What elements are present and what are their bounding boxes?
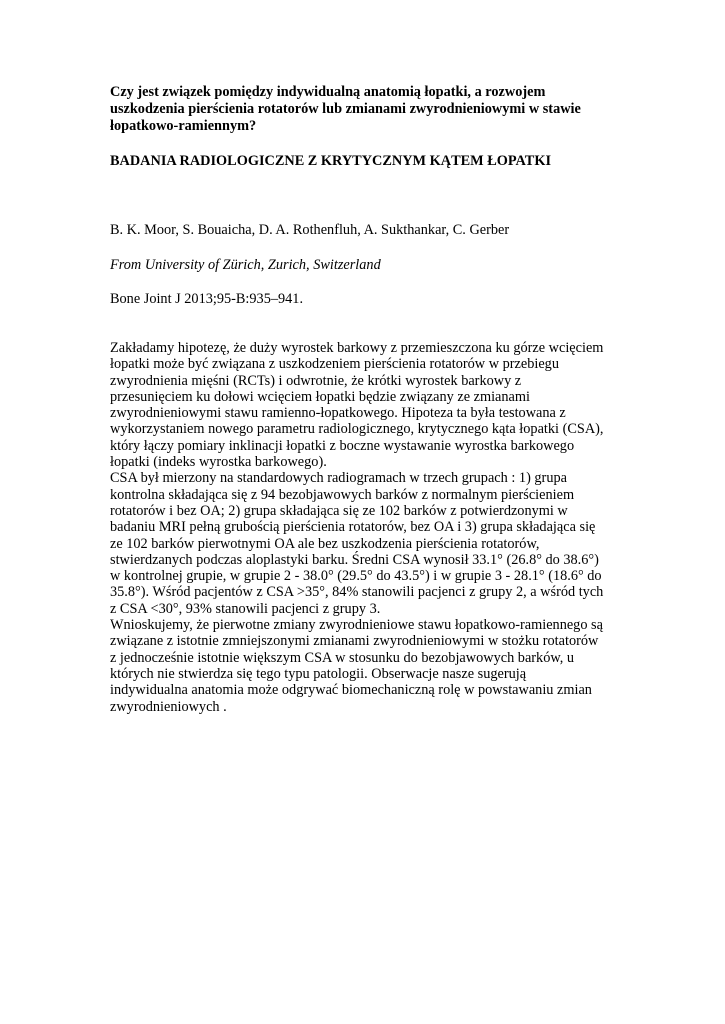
affiliation-line: From University of Zürich, Zurich, Switzerland [110,257,381,273]
abstract-line: który łączy pomiary inklinacji łopatki z boczne wystawanie wyrostka barkowego [110,437,575,454]
abstract-line: indywidualna anatomia może odgrywać biomechaniczną rolę w powstawaniu zmian [110,682,592,699]
abstract-line: przesunięciem ku dołowi wcięciem łopatki będzie związany ze zmianami [110,388,530,405]
abstract-line: z CSA <30°, 93% stanowili pacjenci z grupy 3. [110,600,381,617]
abstract-line: Zakładamy hipotezę, że duży wyrostek barkowy z przemieszczona ku górze wcięciem [110,340,604,356]
abstract-line: łopatki może być związana z uszkodzeniem pierścienia rotatorów w przebiegu [110,356,559,373]
abstract-line: 35.8°). Wśród pacjentów z CSA >35°, 84% stanowili pacjenci z grupy 2, a wśród tych [110,584,604,601]
abstract-line: zwyrodnieniowych . [110,698,227,715]
title-line: uszkodzenia pierścienia rotatorów lub zmianami zwyrodnieniowymi w stawie [110,101,581,117]
abstract-body [110,340,630,715]
abstract-line: których nie stwierdza się tego typu patologii. Obserwacje nasze sugerują [110,665,527,682]
abstract-line: Wnioskujemy, że pierwotne zmiany zwyrodnieniowe stawu łopatkowo-ramiennego są [110,617,603,634]
abstract-line: zwyrodnienia mięśni (RCTs) i odwrotnie, że krótki wyrostek barkowy z [110,372,522,389]
abstract-line: związane z istotnie zmniejszonymi zmianami zwyrodnieniowymi w stożku rotatorów [110,633,599,650]
abstract-line: kontrolna składająca się z 94 bezobjawowych barków z normalnym pierścieniem [110,486,575,503]
abstract-line: z jednocześnie istotnie większym CSA w stosunku do bezobjawowych barków, u [110,649,575,666]
abstract-line: rotatorów i bez OA; 2) grupa składająca się ze 102 barków z potwierdzonymi w [110,502,568,519]
title-line: Czy jest związek pomiędzy indywidualną anatomią łopatki, a rozwojem [110,84,546,100]
title-line: łopatkowo-ramiennym? [110,118,257,134]
abstract-line: badaniu MRI pełną grubością pierścienia rotatorów, bez OA i 3) grupa składająca się [110,519,596,536]
abstract-line: CSA był mierzony na standardowych radiogramach w trzech grupach : 1) grupa [110,470,567,487]
document-subtitle: BADANIA RADIOLOGICZNE Z KRYTYCZNYM KĄTEM ŁOPATKI [110,153,552,169]
authors-line: B. K. Moor, S. Bouaicha, D. A. Rothenfluh, A. Sukthankar, C. Gerber [110,222,510,238]
abstract-line: zwyrodnieniowymi stawu ramienno-łopatkowego. Hipoteza ta była testowana z [110,405,566,422]
citation-line: Bone Joint J 2013;95-B:935–941. [110,291,304,307]
abstract-line: ze 102 barków pierwotnymi OA ale bez uszkodzenia pierścienia rotatorów, [110,535,540,552]
document-title [110,84,630,135]
abstract-line: łopatki (indeks wyrostka barkowego). [110,454,327,471]
abstract-line: wykorzystaniem nowego parametru radiologicznego, krytycznego kąta łopatki (CSA), [110,421,604,438]
abstract-line: stwierdzanych podczas aloplastyki barku. Średni CSA wynosił 33.1° (26.8° do 38.6°) [110,551,599,568]
abstract-line: w kontrolnej grupie, w grupie 2 - 38.0° (29.5° do 43.5°) i w grupie 3 - 28.1° (18.6° do [110,568,602,585]
